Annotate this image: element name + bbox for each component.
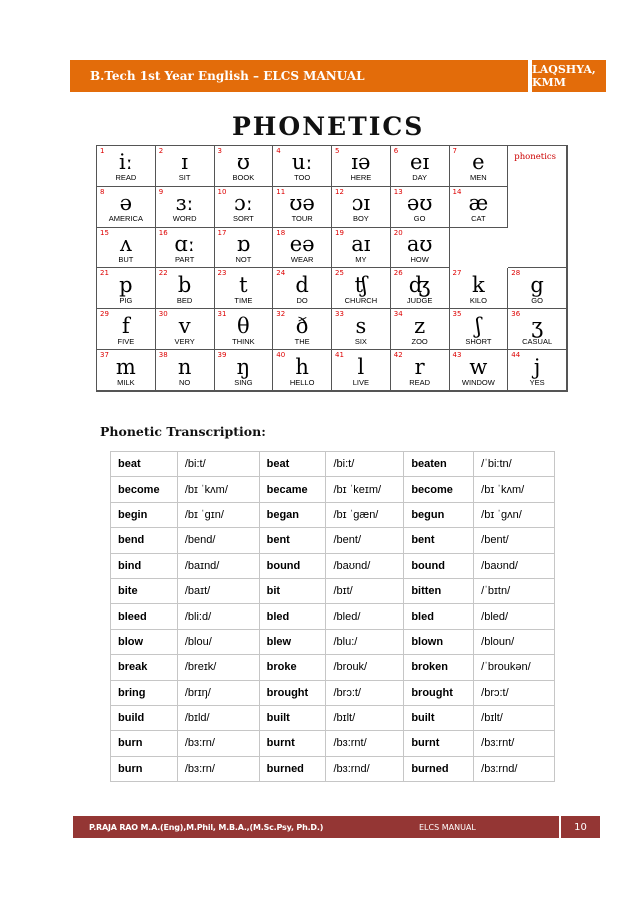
verb-cell: bent [259,528,326,553]
verb-cell: burnt [404,731,474,756]
verb-cell: became [259,477,326,502]
phoneme-example-word: KILO [469,295,487,305]
phoneme-example-word: TOUR [291,214,313,224]
verb-cell: blown [404,629,474,654]
transcription-cell: /bled/ [474,604,555,629]
phoneme-number: 5 [335,147,340,155]
phoneme-example-word: LIVE [352,377,369,387]
phoneme-example-word: WORD [172,214,197,224]
verb-cell: burned [404,756,474,781]
transcription-cell: /baʊnd/ [474,553,555,578]
phoneme-cell [273,146,332,187]
transcription-cell: /brouk/ [326,655,404,680]
transcription-cell: /bɪ ˈkʌm/ [474,477,555,502]
phoneme-number: 24 [276,269,286,278]
phoneme-cell [215,187,274,228]
phoneme-number: 13 [393,187,403,196]
phoneme-number: 16 [158,228,168,237]
phoneme-number: 39 [217,351,227,360]
phoneme-symbol: w [469,354,488,379]
phoneme-symbol: uː [291,150,313,175]
phoneme-example-word: DAY [412,173,428,183]
section-title: Phonetic Transcription: [100,424,266,439]
phoneme-cell [273,350,332,391]
verb-cell: begin [111,502,178,527]
phoneme-cell [508,268,567,309]
phoneme-example-word: HOW [410,255,429,265]
phoneme-number: 2 [158,147,164,155]
phoneme-symbol: ɑː [174,232,195,257]
phoneme-cell [215,228,274,269]
phoneme-symbol: əʊ [406,191,433,216]
phoneme-example-word: BED [176,295,193,305]
phoneme-symbol: ʧ [354,272,368,297]
phoneme-symbol: ʊ [236,150,250,175]
verb-cell: become [111,477,178,502]
phoneme-example-word: NO [179,377,191,387]
phoneme-number: 33 [335,310,344,319]
verb-cell: bend [111,528,178,553]
verb-cell: burned [259,756,326,781]
transcription-cell: /bɪlt/ [474,705,555,730]
phoneme-symbol: v [178,313,191,338]
phoneme-example-word: READ [115,173,137,183]
phoneme-symbol: ɒ [236,232,251,257]
phoneme-cell [391,228,450,269]
table-row [111,604,555,629]
table-row [111,578,555,603]
phoneme-number: 15 [100,228,109,237]
phoneme-cell [391,309,450,350]
phoneme-example-word: VERY [174,336,195,346]
header-institution: LAQSHYA, KMM [532,60,606,92]
phoneme-example-word: HELLO [289,377,315,387]
transcription-table [110,451,555,782]
phoneme-example-word: GO [413,214,426,224]
phoneme-cell [450,309,509,350]
transcription-cell: /baɪnd/ [177,553,259,578]
phoneme-number: 26 [393,269,403,278]
phoneme-example-word: CAT [471,214,486,224]
verb-cell: blew [259,629,326,654]
verb-cell: bind [111,553,178,578]
phoneme-cell [391,268,450,309]
phoneme-cell [391,146,450,187]
verb-cell: bled [404,604,474,629]
transcription-cell: /bent/ [474,528,555,553]
phoneme-example-word: CHURCH [344,295,378,305]
phoneme-number: 30 [158,310,168,319]
transcription-cell: /brɪŋ/ [177,680,259,705]
transcription-cell: /bend/ [177,528,259,553]
transcription-cell: /bɪld/ [177,705,259,730]
phoneme-example-word: WINDOW [461,377,495,387]
footer-author: P.RAJA RAO M.A.(Eng),M.Phil, M.B.A.,(M.Sc.Psy, Ph.D.) [89,822,324,832]
transcription-cell: /bent/ [326,528,404,553]
transcription-cell: /bɪlt/ [326,705,404,730]
phoneme-cell [332,228,391,269]
phoneme-example-word: BOY [352,214,369,224]
verb-cell: brought [259,680,326,705]
phoneme-cell [156,187,215,228]
phoneme-symbol: s [355,313,367,338]
verb-cell: burn [111,731,178,756]
phoneme-number: 22 [158,269,168,278]
verb-cell: broke [259,655,326,680]
phoneme-number: 18 [276,228,286,237]
phoneme-symbol: ʊə [289,191,315,216]
phoneme-example-word: SIX [354,336,367,346]
verb-cell: blow [111,629,178,654]
phoneme-number: 6 [393,147,399,155]
phoneme-symbol: ə [119,191,133,216]
legend-label: phonetics [514,152,557,162]
phoneme-number: 35 [452,310,462,319]
phoneme-symbol: aʊ [406,232,433,257]
transcription-cell: /bɪ ˈkeɪm/ [326,477,404,502]
phoneme-symbol: r [414,354,425,379]
phoneme-cell [450,268,509,309]
phoneme-cell [391,187,450,228]
verb-cell: beat [259,452,326,477]
phoneme-example-word: WEAR [290,255,314,265]
phoneme-cell [391,350,450,391]
phoneme-symbol: iː [118,150,133,175]
transcription-cell: /bɪt/ [326,578,404,603]
phoneme-symbol: ʒ [531,313,544,338]
phoneme-symbol: ɜː [175,191,194,216]
transcription-cell: /bɪ ˈgʌn/ [474,502,555,527]
phoneme-symbol: m [115,354,136,379]
table-row [111,528,555,553]
verb-cell: built [404,705,474,730]
phoneme-number: 27 [452,269,462,278]
phoneme-number: 7 [452,147,457,155]
transcription-cell: /bɜ:rnt/ [474,731,555,756]
transcription-cell: /bɜ:rn/ [177,731,259,756]
transcription-cell: /bɜ:rnt/ [326,731,404,756]
verb-cell: become [404,477,474,502]
verb-cell: brought [404,680,474,705]
phoneme-symbol: eə [289,232,315,257]
transcription-cell: /breɪk/ [177,655,259,680]
transcription-cell: /bɪ ˈgæn/ [326,502,404,527]
phoneme-cell [97,309,156,350]
phoneme-cell [332,187,391,228]
table-row [111,705,555,730]
phoneme-number: 14 [452,187,462,196]
transcription-cell: /ˈbroukən/ [474,655,555,680]
verb-cell: build [111,705,178,730]
phoneme-cell [273,309,332,350]
phoneme-symbol: ɪə [351,150,371,175]
phoneme-cell [450,350,509,391]
phoneme-example-word: PIG [119,295,133,305]
phoneme-symbol: ð [295,313,309,338]
transcription-cell: /bloun/ [474,629,555,654]
phoneme-number: 32 [276,310,286,319]
table-row [111,553,555,578]
transcription-cell: /brɔ:t/ [326,680,404,705]
verb-cell: begun [404,502,474,527]
phoneme-cell [215,268,274,309]
phoneme-number: 8 [100,187,105,196]
transcription-cell: /bi:t/ [326,452,404,477]
table-row [111,680,555,705]
phoneme-example-word: DO [296,295,308,305]
phoneme-cell [450,146,509,187]
verb-cell: bring [111,680,178,705]
verb-cell: burn [111,756,178,781]
phoneme-example-word: READ [409,377,431,387]
phoneme-symbol: ʌ [119,232,132,257]
phoneme-example-word: MILK [117,377,135,387]
phoneme-number: 23 [217,269,227,278]
phoneme-number: 20 [393,228,403,237]
transcription-cell: /bi:t/ [177,452,259,477]
verb-cell: bound [404,553,474,578]
phoneme-symbol: ŋ [236,354,251,379]
table-row [111,502,555,527]
phonetics-chart-title: PHONETICS [232,112,425,141]
phoneme-symbol: e [472,150,485,175]
phoneme-symbol: b [177,272,192,297]
phoneme-cell [450,187,509,228]
phoneme-cell [332,146,391,187]
phoneme-cell [156,268,215,309]
verb-cell: bitten [404,578,474,603]
phoneme-example-word: BOOK [232,173,255,183]
transcription-cell: /blu:/ [326,629,404,654]
phoneme-symbol: z [414,313,426,338]
phoneme-example-word: TOO [294,173,311,183]
phoneme-cell [508,309,567,350]
phoneme-cell [508,350,567,391]
phoneme-number: 36 [511,310,521,319]
phoneme-cell [215,350,274,391]
phoneme-symbol: θ [237,313,250,338]
phoneme-cell [215,309,274,350]
footer-manual: ELCS MANUAL [419,822,476,832]
phoneme-number: 3 [217,147,222,155]
verb-cell: burnt [259,731,326,756]
transcription-table-wrap [110,451,555,782]
phoneme-symbol: ɔː [233,191,253,216]
phoneme-number: 4 [276,147,281,155]
page-header [70,60,606,92]
phoneme-cell [97,228,156,269]
phoneme-cell [156,146,215,187]
transcription-cell: /bɜ:rnd/ [474,756,555,781]
phoneme-symbol: eɪ [410,150,430,175]
phoneme-cell [332,350,391,391]
phoneme-symbol: ɪ [181,150,188,175]
phoneme-number: 38 [158,351,168,360]
phoneme-example-word: SORT [233,214,254,224]
table-row [111,629,555,654]
page-number: 10 [574,821,587,833]
verb-cell: bent [404,528,474,553]
phoneme-cell [273,187,332,228]
transcription-cell: /bli:d/ [177,604,259,629]
transcription-cell: /bɜ:rnd/ [326,756,404,781]
phoneme-symbol: l [357,354,365,379]
phoneme-symbol: g [530,272,544,297]
phoneme-cell [156,350,215,391]
phoneme-symbol: æ [468,191,489,216]
phoneme-number: 43 [452,351,462,360]
transcription-cell: /baɪt/ [177,578,259,603]
phoneme-number: 17 [217,228,227,237]
phoneme-cell [97,146,156,187]
phoneme-number: 10 [217,187,227,196]
phoneme-symbol: h [295,354,309,379]
phoneme-number: 34 [393,310,403,319]
transcription-cell: /blou/ [177,629,259,654]
phoneme-cell [97,268,156,309]
transcription-cell: /ˈbɪtn/ [474,578,555,603]
phoneme-number: 37 [100,351,109,360]
phoneme-example-word: THINK [232,336,255,346]
phoneme-number: 40 [276,351,286,360]
legend-cell [508,146,567,268]
phoneme-cell [332,268,391,309]
phoneme-cell [97,350,156,391]
phoneme-number: 41 [335,351,344,360]
phoneme-example-word: HERE [350,173,372,183]
phoneme-symbol: p [119,272,133,297]
page-footer [73,816,600,838]
verb-cell: bite [111,578,178,603]
phoneme-example-word: YES [529,377,545,387]
verb-cell: bled [259,604,326,629]
table-row [111,452,555,477]
phoneme-example-word: JUDGE [406,295,433,305]
transcription-cell: /bɜ:rn/ [177,756,259,781]
phonetics-chart [96,145,568,392]
phoneme-number: 9 [158,187,164,196]
phoneme-example-word: SHORT [465,336,492,346]
phoneme-number: 28 [511,269,521,278]
phoneme-number: 42 [393,351,403,360]
phoneme-symbol: t [239,272,248,297]
transcription-cell: /baʊnd/ [326,553,404,578]
verb-cell: began [259,502,326,527]
phoneme-number: 1 [100,147,105,155]
phoneme-number: 25 [335,269,344,278]
header-title: B.Tech 1st Year English – ELCS MANUAL [70,60,528,92]
verb-cell: bound [259,553,326,578]
phoneme-cell [156,309,215,350]
phoneme-example-word: THE [294,336,310,346]
phoneme-cell [273,228,332,269]
table-row [111,477,555,502]
phoneme-symbol: f [121,313,130,338]
phoneme-number: 31 [217,310,227,319]
phoneme-symbol: ʃ [475,313,482,338]
verb-cell: break [111,655,178,680]
phoneme-number: 44 [511,351,521,360]
phoneme-example-word: GO [531,295,543,305]
table-row [111,655,555,680]
phoneme-number: 12 [335,187,344,196]
phoneme-example-word: SIT [178,173,191,183]
phoneme-example-word: ZOO [411,336,428,346]
verb-cell: built [259,705,326,730]
phoneme-symbol: ʤ [408,272,431,297]
phoneme-example-word: SING [234,377,253,387]
phoneme-cell [273,268,332,309]
phoneme-cell [332,309,391,350]
verb-cell: beat [111,452,178,477]
transcription-cell: /bled/ [326,604,404,629]
phoneme-cell [215,146,274,187]
phoneme-example-word: AMERICA [108,214,143,224]
phoneme-example-word: NOT [235,255,252,265]
transcription-cell: /ˈbi:tn/ [474,452,555,477]
phoneme-example-word: TIME [234,295,253,305]
phoneme-cell [97,187,156,228]
phoneme-number: 29 [100,310,109,319]
table-row [111,731,555,756]
verb-cell: bleed [111,604,178,629]
phoneme-example-word: PART [174,255,195,265]
transcription-cell: /bɪ ˈkʌm/ [177,477,259,502]
phoneme-example-word: FIVE [117,336,135,346]
phoneme-symbol: n [177,354,192,379]
phoneme-number: 11 [276,187,286,196]
verb-cell: broken [404,655,474,680]
verb-cell: bit [259,578,326,603]
transcription-cell: /brɔ:t/ [474,680,555,705]
phoneme-number: 21 [100,269,109,278]
phoneme-example-word: BUT [118,255,134,265]
phoneme-symbol: k [472,272,485,297]
phoneme-symbol: j [533,354,541,379]
phoneme-number: 19 [335,228,344,237]
verb-cell: beaten [404,452,474,477]
phoneme-example-word: MY [355,255,367,265]
phoneme-example-word: CASUAL [522,336,553,346]
phoneme-symbol: aɪ [351,232,371,257]
phoneme-symbol: d [295,272,309,297]
phoneme-symbol: ɔɪ [351,191,371,216]
table-row [111,756,555,781]
transcription-cell: /bɪ ˈgɪn/ [177,502,259,527]
phoneme-example-word: MEN [470,173,487,183]
phoneme-cell [156,228,215,269]
